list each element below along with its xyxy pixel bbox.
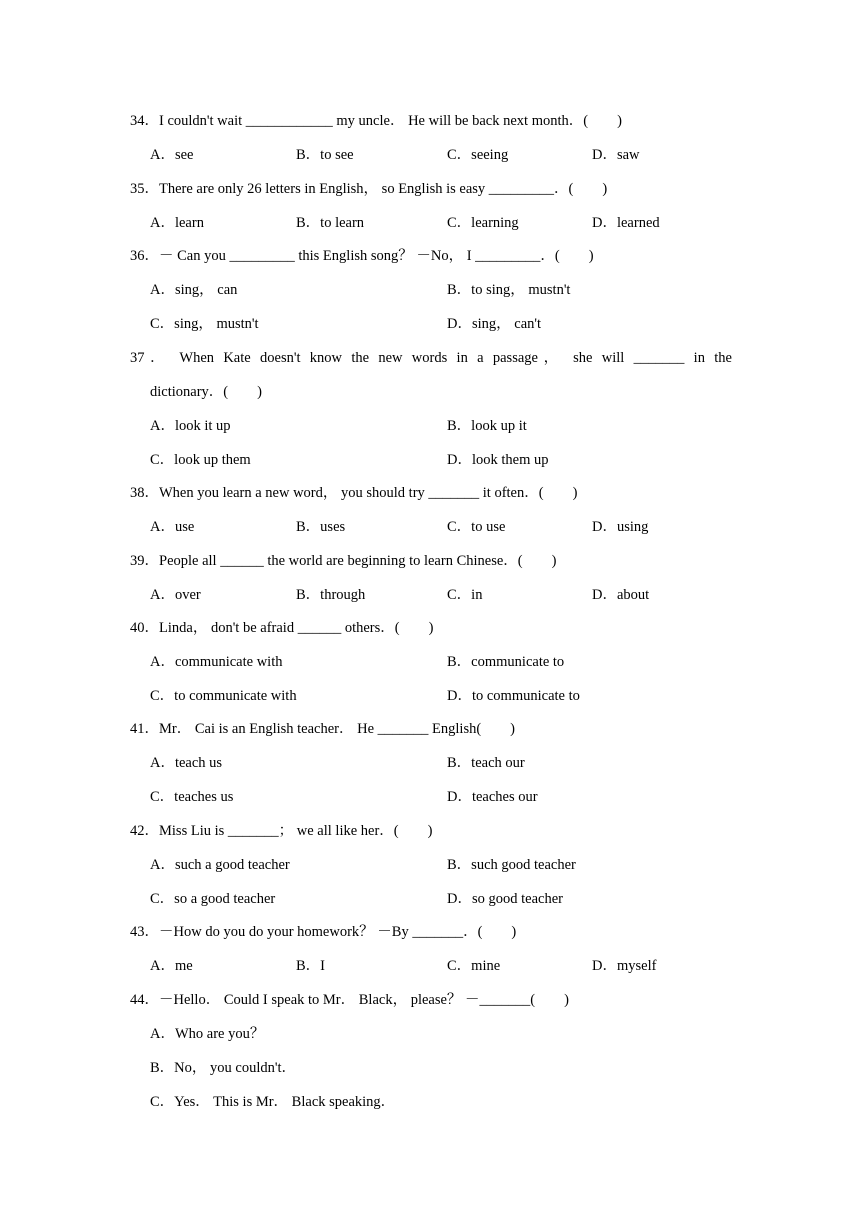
option-b: B．to sing， mustn't [447,282,571,298]
question-41-stem: 41．Mr． Cai is an English teacher． He _______ English( ) [130,721,515,737]
option-a: A．teach us [150,755,223,771]
question-40-options-ab [150,652,750,672]
option-c: C．mine [447,958,501,974]
question-38-options [150,517,750,537]
option-b: B．such good teacher [447,857,576,873]
question-36-stem: 36．－ Can you _________ this English song？ －No， I _________．( ) [130,248,594,264]
option-c: C．sing， mustn't [150,316,259,332]
question-38-stem: 38．When you learn a new word， you should try _______ it often．( ) [130,485,578,501]
option-a: A．such a good teacher [150,857,290,873]
option-d: D．sing， can't [447,316,542,332]
question-36-options-ab [150,280,750,300]
question-40-stem: 40．Linda， don't be afraid ______ others．( ) [130,620,434,636]
question-34-options [150,145,750,165]
option-c: C．to use [447,519,506,535]
option-b: B．I [296,958,325,974]
option-d: D．myself [592,958,657,974]
option-a: A．over [150,587,201,603]
option-a: A．see [150,147,194,163]
question-40-options-cd [150,686,750,706]
option-c: C．so a good teacher [150,891,276,907]
question-44-stem: 44．－Hello． Could I speak to Mr． Black， please？ －_______( ) [130,992,569,1008]
option-c: C．look up them [150,452,251,468]
option-a: A．Who are you？ [150,1026,265,1042]
option-d: D．learned [592,215,660,231]
question-37-stem-line2: dictionary．( ) [150,384,262,400]
option-a: A．learn [150,215,204,231]
question-37-stem-line1: 37． When Kate doesn't know the new words in a passage， she will _______ in the [130,350,732,366]
option-c: C．seeing [447,147,509,163]
option-d: D．teaches our [447,789,538,805]
option-c: C．to communicate with [150,688,297,704]
question-37-options-cd [150,450,750,470]
option-b: B．through [296,587,366,603]
question-39-stem: 39．People all ______ the world are beginning to learn Chinese．( ) [130,553,557,569]
option-b: B．to learn [296,215,365,231]
option-d: D．so good teacher [447,891,563,907]
option-d: D．to communicate to [447,688,580,704]
question-43-stem: 43．－How do you do your homework？ －By _______．( ) [130,924,517,940]
question-37-options-ab [150,416,750,436]
question-35-stem: 35．There are only 26 letters in English， so English is easy _________．( ) [130,181,608,197]
option-a: A．sing， can [150,282,238,298]
option-d: D．about [592,587,650,603]
question-41-options-ab [150,753,750,773]
option-c: C．learning [447,215,519,231]
option-a: A．use [150,519,195,535]
option-b: B．communicate to [447,654,565,670]
option-b: B．teach our [447,755,525,771]
option-b: B．No， you couldn't． [150,1060,296,1076]
option-c: C．teaches us [150,789,234,805]
option-d: D．using [592,519,649,535]
option-c: C．in [447,587,483,603]
question-35-options [150,213,750,233]
option-a: A．look it up [150,418,231,434]
question-43-options [150,956,750,976]
option-b: B．to see [296,147,354,163]
option-c: C．Yes． This is Mr． Black speaking． [150,1094,396,1110]
option-d: D．saw [592,147,640,163]
question-36-options-cd [150,314,750,334]
question-42-options-ab [150,855,750,875]
option-b: B．uses [296,519,346,535]
option-b: B．look up it [447,418,527,434]
question-41-options-cd [150,787,750,807]
question-42-options-cd [150,889,750,909]
option-a: A．me [150,958,193,974]
option-d: D．look them up [447,452,549,468]
question-42-stem: 42．Miss Liu is _______； we all like her．( ) [130,823,433,839]
question-39-options [150,585,750,605]
question-34-stem: 34．I couldn't wait ____________ my uncle． He will be back next month．( ) [130,113,622,129]
option-a: A．communicate with [150,654,283,670]
